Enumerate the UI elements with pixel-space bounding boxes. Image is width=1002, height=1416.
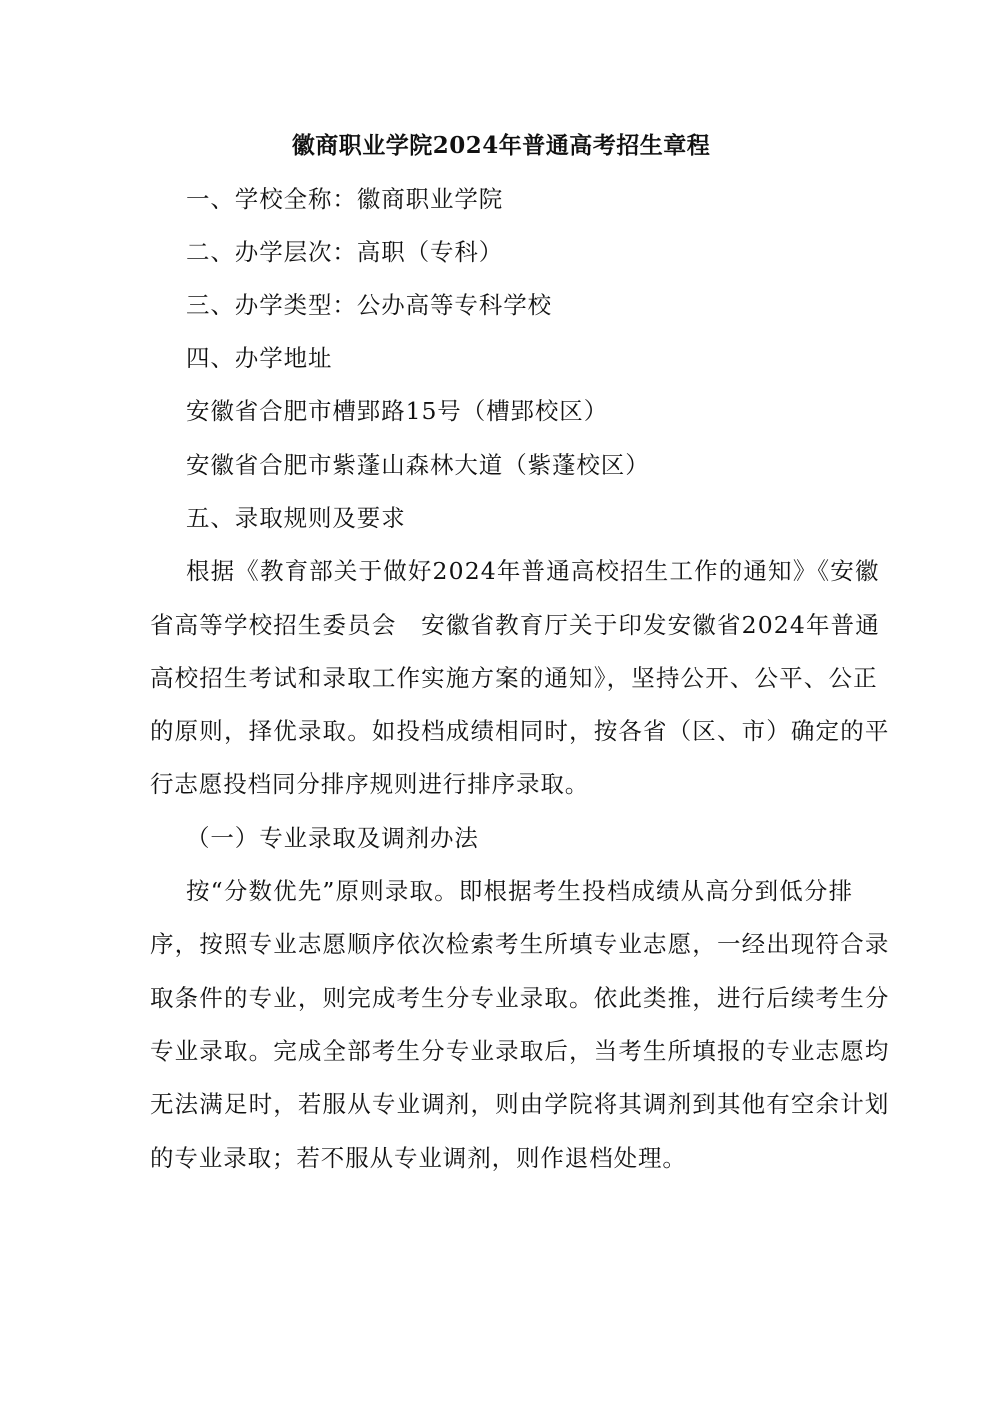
paragraph-line: 行志愿投档同分排序规则进行排序录取。 (150, 770, 590, 798)
paragraph-line: 的原则，择优录取。如投档成绩相同时，按各省（区、市）确定的平 (150, 717, 890, 745)
paragraph-line: 按“分数优先”原则录取。即根据考生投档成绩从高分到低分排 (186, 877, 854, 905)
paragraph-line: 省高等学校招生委员会 安徽省教育厅关于印发安徽省2024年普通 (150, 611, 880, 639)
paragraph-line: 取条件的专业，则完成考生分专业录取。依此类推，进行后续考生分 (150, 984, 890, 1012)
section-rules-heading: 五、录取规则及要求 (186, 504, 406, 532)
section-school-name: 一、学校全称：徽商职业学院 (186, 185, 504, 213)
document-title: 徽商职业学院2024年普通高考招生章程 (291, 132, 711, 159)
subsection-heading: （一）专业录取及调剂办法 (186, 824, 479, 852)
address-line-2: 安徽省合肥市紫蓬山森林大道（紫蓬校区） (186, 451, 650, 479)
paragraph-line: 序，按照专业志愿顺序依次检索考生所填专业志愿，一经出现符合录 (150, 930, 890, 958)
section-type: 三、办学类型：公办高等专科学校 (186, 291, 552, 319)
section-level: 二、办学层次：高职（专科） (186, 238, 504, 266)
paragraph-line: 的专业录取；若不服从专业调剂，则作退档处理。 (150, 1144, 687, 1172)
section-address-heading: 四、办学地址 (186, 344, 333, 372)
paragraph-line: 专业录取。完成全部考生分专业录取后，当考生所填报的专业志愿均 (150, 1037, 890, 1065)
paragraph-line: 高校招生考试和录取工作实施方案的通知》，坚持公开、公平、公正 (150, 664, 878, 692)
address-line-1: 安徽省合肥市槽郢路15号（槽郢校区） (186, 397, 609, 425)
paragraph-line: 无法满足时，若服从专业调剂，则由学院将其调剂到其他有空余计划 (150, 1090, 890, 1118)
paragraph-line: 根据《教育部关于做好2024年普通高校招生工作的通知》《安徽 (186, 557, 880, 585)
